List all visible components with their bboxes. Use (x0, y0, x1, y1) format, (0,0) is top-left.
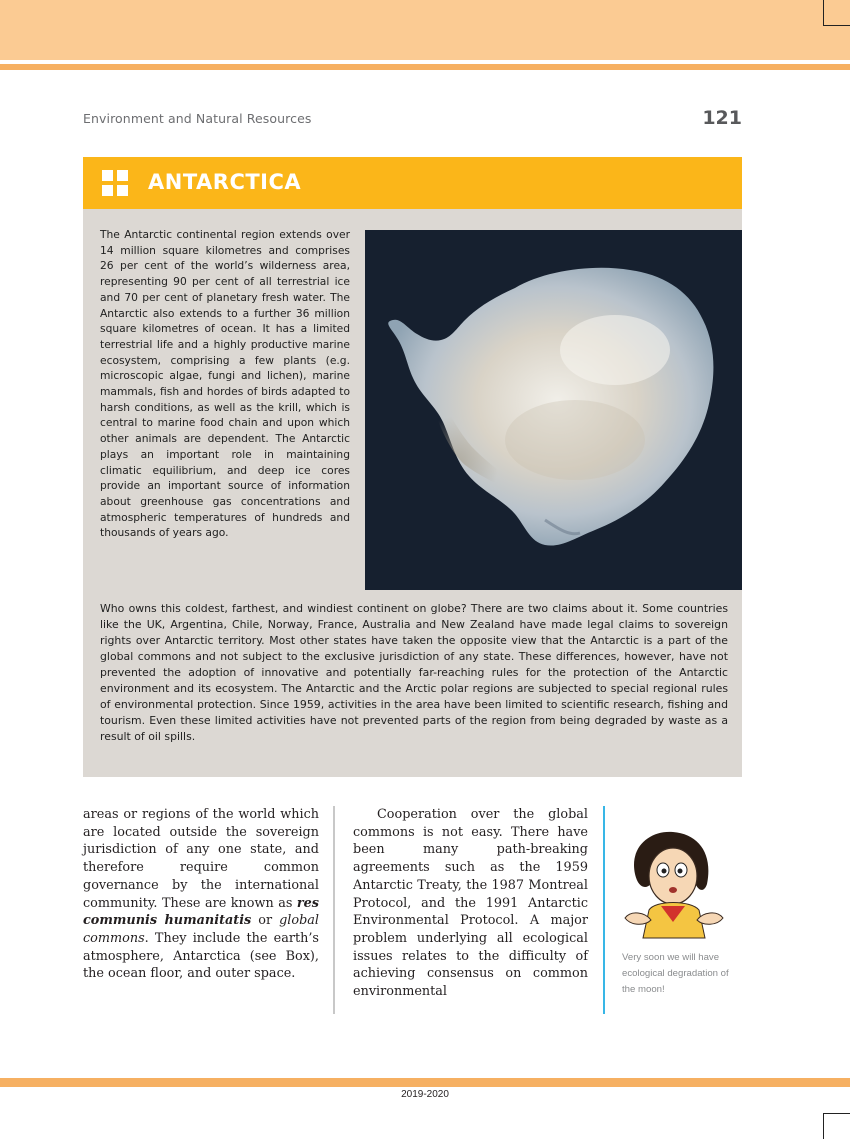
antarctica-box (83, 157, 742, 777)
plus-icon (102, 170, 128, 196)
body-text: or (251, 913, 280, 929)
page-number: 121 (702, 107, 742, 129)
box-header (83, 157, 742, 209)
term-res-communis: res communis humanitatis (83, 895, 319, 929)
body-column-2: Cooperation over the global commons is not easy. There have been many path-breaking agreements such as the 1959 Antarctic Treaty, the 1987 Montreal Protocol, and the 1991 Antarctic Environmental Protocol. A major problem underlying all ecological issues relates to the difficulty of achieving consensus on common environmental (353, 807, 588, 1000)
running-head: Environment and Natural Resources (83, 111, 312, 126)
body-text: areas or regions of the world which are located outside the sovereign jurisdiction of any one state, and therefore require common governance by the international community. These are known as (83, 807, 319, 911)
box-intro-paragraph: The Antarctic continental region extends over 14 million square kilometres and comprises 26 per cent of the world’s wilderness area, representing 90 per cent of all terrestrial ice and 70 per cent of planetary fresh water. The Antarctic also extends to a further 36 million square kilometres of ocean. It has a limited terrestrial life and a highly productive marine ecosystem, comprising a few plants (e.g. microscopic algae, fungi and lichen), marine mammals, fish and hordes of birds adapted to harsh conditions, as well as the krill, which is central to marine food chain and upon which other animals are dependent. The Antarctic plays an important role in maintaining climatic equilibrium, and deep ice cores provide an important source of information about greenhouse gas concentrations and atmospheric temperatures of hundreds and thousands of years ago. (100, 228, 350, 540)
crop-mark-top-right (823, 0, 850, 26)
top-banner-band (0, 0, 850, 60)
box-title: ANTARCTICA (148, 170, 302, 194)
side-note: Very soon we will have ecological degradation of the moon! (622, 952, 729, 995)
column-divider (333, 806, 335, 1014)
box-ownership-paragraph: Who owns this coldest, farthest, and windiest continent on globe? There are two claims about it. Some countries like the UK, Argentina, Chile, Norway, France, Australia and New Zealand have made legal claims to sovereign rights over Antarctic territory. Most other states have taken the opposite view that the Antarctic is a part of the global commons and not subject to the exclusive jurisdiction of any state. These differences, however, have not prevented the adoption of innovative and potentially far-reaching rules for the protection of the Antarctic environment and its ecosystem. The Antarctic and the Arctic polar regions are subjected to special regional rules of environmental protection. Since 1959, activities in the area have been limited to scientific research, fishing and tourism. Even these limited activities have not prevented parts of the region from being degraded by waste as a result of oil spills. (100, 602, 728, 743)
margin-rule (603, 806, 605, 1014)
crop-mark-bottom-right (823, 1113, 850, 1139)
footer-year: 2019-2020 (401, 1089, 449, 1100)
bottom-banner-line (0, 1078, 850, 1087)
body-text: . They include the earth’s atmosphere, Antarctica (see Box), the ocean floor, and outer space. (83, 930, 319, 982)
term-global-commons: global commons (83, 913, 319, 946)
antarctica-satellite-photo (365, 230, 742, 590)
body-column-1 (83, 806, 319, 983)
top-banner-line (0, 64, 850, 70)
cartoon-girl-icon (615, 826, 733, 946)
